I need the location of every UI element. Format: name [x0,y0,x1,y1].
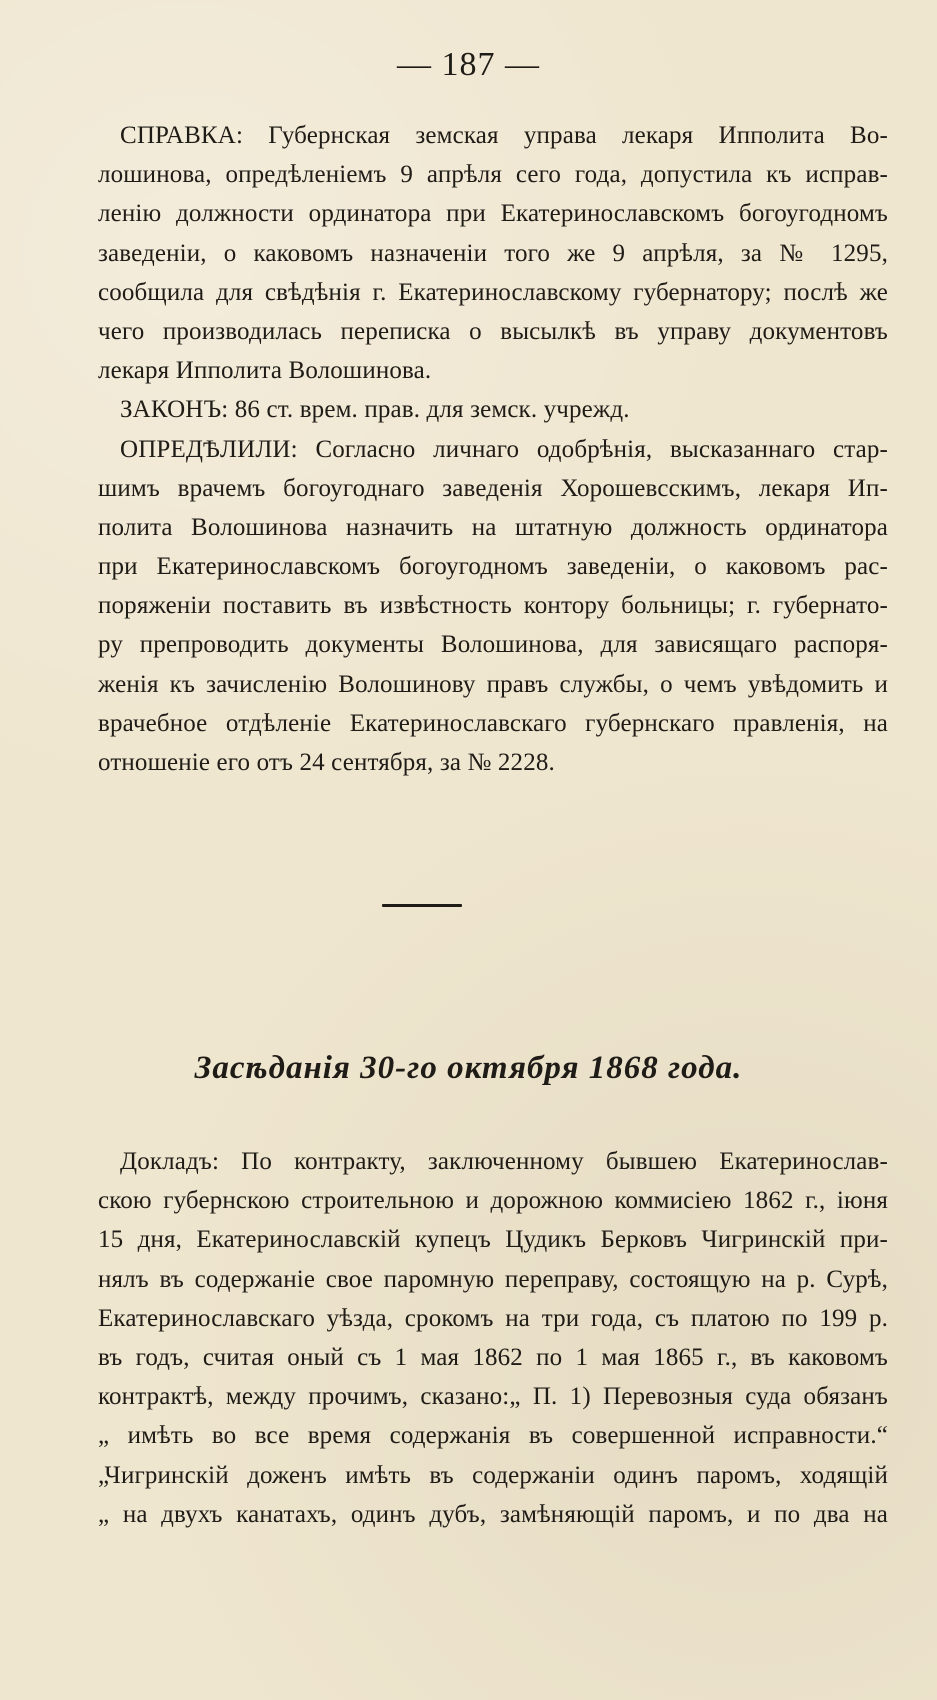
text-line: „Чигринскій доженъ имѣть въ содержаніи одинъ паромъ, ходящій [98,1461,888,1489]
text-line: шимъ врачемъ богоугоднаго заведенія Хорошевсскимъ, лекаря Ип- [98,474,888,502]
text-line: нялъ въ содержаніе свое паромную переправу, состоящую на р. Сурѣ, [98,1265,888,1293]
text-line: 15 дня, Екатеринославскій купецъ Цудикъ Берковъ Чигринскій при- [98,1226,888,1254]
text-line: ленію должности ординатора при Екатеринославскомъ богоугодномъ [98,200,888,228]
text-line: въ годъ, считая оный съ 1 мая 1862 по 1 мая 1865 г., въ каковомъ [98,1343,888,1371]
text-line: ру препроводить документы Волошинова, для зависящаго распоря- [98,631,888,659]
text-line: полита Волошинова назначить на штатную должность ординатора [98,513,888,541]
text-line: СПРАВКА: Губернская земская управа лекаря Ипполита Во- [120,122,888,149]
text-line: врачебное отдѣленіе Екатеринославскаго губернскаго правленія, на [98,709,888,737]
text-line: контрактѣ, между прочимъ, сказано:„ П. 1) Перевозныя суда обязанъ [98,1383,888,1411]
text-line: Екатеринославскаго уѣзда, срокомъ на три года, съ платою по 199 р. [98,1304,888,1332]
text-line: лекаря Ипполита Волошинова. [98,357,432,385]
text-line: женія къ зачисленію Волошинову правъ службы, о чемъ увѣдомить и [98,670,888,698]
second-section [98,1142,888,1534]
session-heading: Засѣданія 30-го октября 1868 года. [194,1050,743,1086]
text-line: Докладъ: По контракту, заключенному бывшею Екатеринослав- [120,1148,888,1175]
text-line: лошинова, опредѣленіемъ 9 апрѣля сего года, допустила къ исправ- [98,161,888,189]
text-line: ЗАКОНЪ: 86 ст. врем. прав. для земск. учрежд. [120,396,630,424]
text-line: чего производилась переписка о высылкѣ въ управу документовъ [98,317,888,345]
first-section [98,116,888,782]
text-line: отношеніе его отъ 24 сентября, за № 2228. [98,749,555,776]
section-divider [382,904,462,907]
page-number: — 187 — [397,46,540,83]
text-line: заведеніи, о каковомъ назначеніи того же 9 апрѣля, за № 1295, [98,239,888,267]
text-line: „ на двухъ канатахъ, одинъ дубъ, замѣняющій паромъ, и по два на [98,1500,888,1528]
text-line: ОПРЕДѢЛИЛИ: Согласно личнаго одобрѣнія, высказаннаго стар- [120,435,888,463]
text-line: сообщила для свѣдѣнія г. Екатеринославскому губернатору; послѣ же [98,278,888,306]
text-line: при Екатеринославскомъ богоугодномъ заведеніи, о каковомъ рас- [98,553,888,581]
text-line: скою губернскою строительною и дорожною коммисіею 1862 г., іюня [98,1187,888,1215]
text-line: поряженіи поставить въ извѣстность контору больницы; г. губернато- [98,592,888,620]
text-line: „ имѣть во все время содержанія въ совершенной исправности.“ [98,1422,888,1450]
